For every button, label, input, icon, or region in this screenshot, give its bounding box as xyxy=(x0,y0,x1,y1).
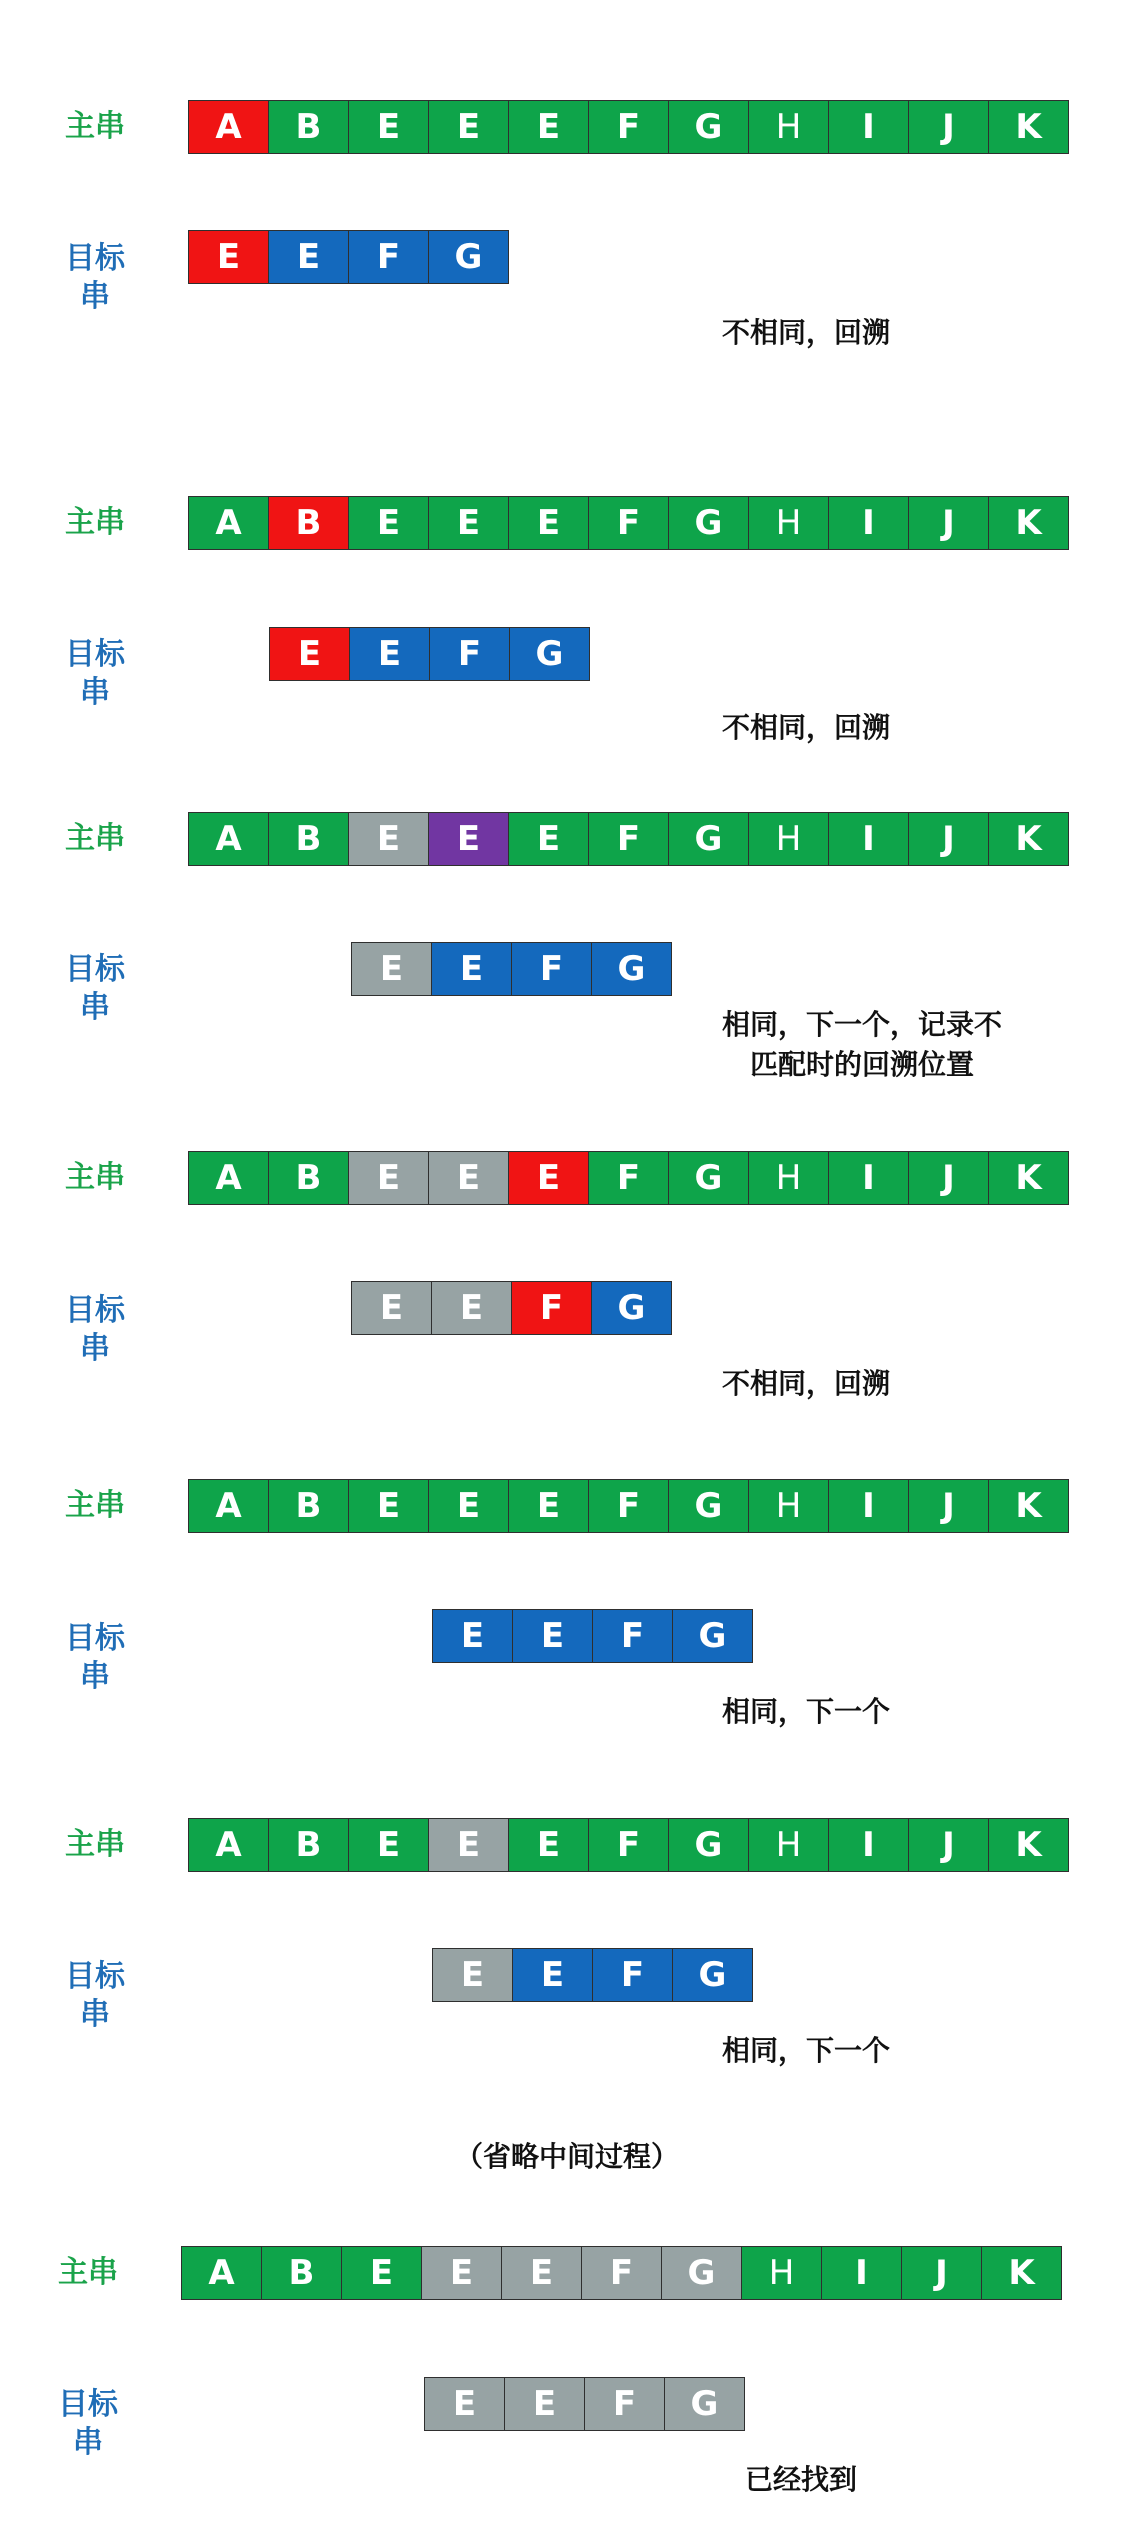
main-string-label: 主串 xyxy=(58,2255,118,2290)
main-string-row xyxy=(188,1818,1068,1874)
target-string-cell: G xyxy=(509,627,590,681)
main-string-row xyxy=(188,100,1068,156)
main-string-cell: I xyxy=(821,2246,902,2300)
target-string-cell: E xyxy=(424,2377,505,2431)
main-string-cell: K xyxy=(988,496,1069,550)
target-string-cell: F xyxy=(511,942,592,996)
main-string-cell: G xyxy=(668,496,749,550)
main-string-cell: E xyxy=(508,1151,589,1205)
target-string-row xyxy=(351,942,671,998)
main-string-cell: J xyxy=(908,1818,989,1872)
target-string-cell: F xyxy=(592,1609,673,1663)
target-string-label xyxy=(35,1292,155,1368)
step-note-line: 相同，下一个 xyxy=(722,2034,891,2067)
main-string-cell: E xyxy=(348,812,429,866)
target-string-label xyxy=(35,1958,155,2034)
main-string-cell: K xyxy=(988,1818,1069,1872)
main-string-cell: I xyxy=(828,1818,909,1872)
main-string-cell: E xyxy=(341,2246,422,2300)
target-string-label xyxy=(35,951,155,1027)
main-string-cell: H xyxy=(748,812,829,866)
omitted-steps-note: （省略中间过程） xyxy=(455,2140,680,2173)
main-string-cell: E xyxy=(428,1151,509,1205)
main-string-cell: B xyxy=(268,1479,349,1533)
step-note-line: 不相同，回溯 xyxy=(722,1367,891,1400)
step-note-line: 匹配时的回溯位置 xyxy=(750,1048,975,1081)
main-string-cell: I xyxy=(828,1151,909,1205)
main-string-cell: B xyxy=(268,1151,349,1205)
main-string-cell: J xyxy=(908,812,989,866)
main-string-cell: K xyxy=(981,2246,1062,2300)
main-string-cell: A xyxy=(181,2246,262,2300)
main-string-cell: F xyxy=(588,496,669,550)
target-string-cell: G xyxy=(672,1948,753,2002)
main-string-cell: E xyxy=(508,1479,589,1533)
target-label-line-2: 串 xyxy=(80,990,110,1025)
main-string-cell: J xyxy=(908,1479,989,1533)
step-note xyxy=(722,1364,890,1404)
step-note-line: 已经找到 xyxy=(745,2463,858,2496)
target-string-cell: E xyxy=(351,942,432,996)
target-label-line-2: 串 xyxy=(80,1659,110,1694)
step-note-line: 相同，下一个，记录不 xyxy=(722,1008,1003,1041)
step-note-line: 不相同，回溯 xyxy=(722,316,891,349)
main-string-cell: A xyxy=(188,496,269,550)
target-string-cell: G xyxy=(672,1609,753,1663)
main-string-cell: K xyxy=(988,1151,1069,1205)
main-string-cell: I xyxy=(828,1479,909,1533)
target-string-cell: E xyxy=(432,1948,513,2002)
main-string-row xyxy=(181,2246,1061,2302)
target-label-line-2: 串 xyxy=(80,1997,110,2032)
main-string-cell: H xyxy=(748,1479,829,1533)
target-string-cell: E xyxy=(432,1609,513,1663)
main-string-cell: A xyxy=(188,1479,269,1533)
main-string-cell: E xyxy=(508,1818,589,1872)
main-string-label: 主串 xyxy=(65,1488,125,1523)
main-string-cell: E xyxy=(348,100,429,154)
main-string-cell: E xyxy=(428,1818,509,1872)
main-string-cell: F xyxy=(581,2246,662,2300)
target-label-line-2: 串 xyxy=(80,279,110,314)
main-string-cell: F xyxy=(588,1151,669,1205)
main-string-row xyxy=(188,812,1068,868)
target-string-cell: E xyxy=(351,1281,432,1335)
step-note-line: 相同，下一个 xyxy=(722,1695,891,1728)
main-string-label: 主串 xyxy=(65,1160,125,1195)
target-string-cell: G xyxy=(591,942,672,996)
target-string-row xyxy=(424,2377,744,2433)
main-string-cell: E xyxy=(501,2246,582,2300)
step-note-line: 不相同，回溯 xyxy=(722,711,891,744)
target-string-cell: F xyxy=(429,627,510,681)
target-string-row xyxy=(432,1948,752,2004)
main-string-cell: G xyxy=(661,2246,742,2300)
target-string-row xyxy=(432,1609,752,1665)
main-string-cell: E xyxy=(348,1818,429,1872)
target-label-line-2: 串 xyxy=(73,2425,103,2460)
target-string-cell: E xyxy=(512,1609,593,1663)
target-string-cell: F xyxy=(584,2377,665,2431)
main-string-cell: B xyxy=(268,1818,349,1872)
main-string-cell: E xyxy=(348,1479,429,1533)
main-string-cell: F xyxy=(588,100,669,154)
target-string-label xyxy=(28,2386,148,2462)
main-string-cell: I xyxy=(828,496,909,550)
target-string-cell: E xyxy=(349,627,430,681)
main-string-cell: G xyxy=(668,100,749,154)
step-note xyxy=(745,2460,857,2500)
target-string-cell: E xyxy=(512,1948,593,2002)
main-string-cell: A xyxy=(188,1151,269,1205)
target-string-cell: G xyxy=(591,1281,672,1335)
main-string-cell: G xyxy=(668,1479,749,1533)
step-note xyxy=(722,708,890,748)
main-string-cell: H xyxy=(748,1151,829,1205)
main-string-cell: G xyxy=(668,812,749,866)
main-string-cell: A xyxy=(188,812,269,866)
target-label-line-2: 串 xyxy=(80,675,110,710)
main-string-cell: J xyxy=(908,496,989,550)
main-string-cell: J xyxy=(908,1151,989,1205)
main-string-cell: G xyxy=(668,1151,749,1205)
main-string-label: 主串 xyxy=(65,109,125,144)
target-string-cell: F xyxy=(348,230,429,284)
step-note xyxy=(722,2031,890,2071)
main-string-cell: A xyxy=(188,100,269,154)
step-note xyxy=(722,1005,1002,1085)
main-string-cell: E xyxy=(508,496,589,550)
target-string-label xyxy=(35,636,155,712)
target-string-cell: E xyxy=(268,230,349,284)
main-string-row xyxy=(188,1479,1068,1535)
target-string-cell: F xyxy=(592,1948,673,2002)
main-string-cell: G xyxy=(668,1818,749,1872)
main-string-cell: H xyxy=(748,1818,829,1872)
main-string-cell: E xyxy=(428,100,509,154)
main-string-cell: I xyxy=(828,812,909,866)
target-string-row xyxy=(269,627,589,683)
target-string-cell: E xyxy=(431,1281,512,1335)
main-string-cell: E xyxy=(508,812,589,866)
step-note xyxy=(722,313,890,353)
target-label-line-2: 串 xyxy=(80,1331,110,1366)
main-string-row xyxy=(188,496,1068,552)
main-string-cell: F xyxy=(588,1818,669,1872)
main-string-cell: H xyxy=(741,2246,822,2300)
main-string-cell: B xyxy=(268,496,349,550)
target-label-line-1: 目标 xyxy=(65,1621,125,1656)
main-string-cell: J xyxy=(901,2246,982,2300)
target-label-line-1: 目标 xyxy=(65,1293,125,1328)
main-string-cell: E xyxy=(428,496,509,550)
main-string-cell: E xyxy=(428,1479,509,1533)
main-string-label: 主串 xyxy=(65,505,125,540)
main-string-cell: B xyxy=(268,100,349,154)
main-string-cell: H xyxy=(748,100,829,154)
main-string-cell: E xyxy=(508,100,589,154)
main-string-cell: E xyxy=(348,1151,429,1205)
step-note xyxy=(722,1692,890,1732)
main-string-cell: F xyxy=(588,1479,669,1533)
target-label-line-1: 目标 xyxy=(65,952,125,987)
target-string-cell: E xyxy=(269,627,350,681)
target-label-line-1: 目标 xyxy=(58,2387,118,2422)
main-string-cell: I xyxy=(828,100,909,154)
target-string-cell: F xyxy=(511,1281,592,1335)
target-string-cell: E xyxy=(431,942,512,996)
main-string-label: 主串 xyxy=(65,821,125,856)
main-string-label: 主串 xyxy=(65,1827,125,1862)
main-string-cell: K xyxy=(988,100,1069,154)
main-string-row xyxy=(188,1151,1068,1207)
target-string-cell: E xyxy=(188,230,269,284)
main-string-cell: B xyxy=(261,2246,342,2300)
main-string-cell: K xyxy=(988,812,1069,866)
target-string-label xyxy=(35,240,155,316)
main-string-cell: E xyxy=(348,496,429,550)
main-string-cell: B xyxy=(268,812,349,866)
target-string-row xyxy=(351,1281,671,1337)
target-string-row xyxy=(188,230,508,286)
target-label-line-1: 目标 xyxy=(65,1959,125,1994)
target-label-line-1: 目标 xyxy=(65,241,125,276)
target-label-line-1: 目标 xyxy=(65,637,125,672)
main-string-cell: E xyxy=(421,2246,502,2300)
main-string-cell: A xyxy=(188,1818,269,1872)
target-string-cell: G xyxy=(428,230,509,284)
main-string-cell: K xyxy=(988,1479,1069,1533)
target-string-label xyxy=(35,1620,155,1696)
target-string-cell: G xyxy=(664,2377,745,2431)
target-string-cell: E xyxy=(504,2377,585,2431)
main-string-cell: H xyxy=(748,496,829,550)
main-string-cell: F xyxy=(588,812,669,866)
main-string-cell: E xyxy=(428,812,509,866)
main-string-cell: J xyxy=(908,100,989,154)
